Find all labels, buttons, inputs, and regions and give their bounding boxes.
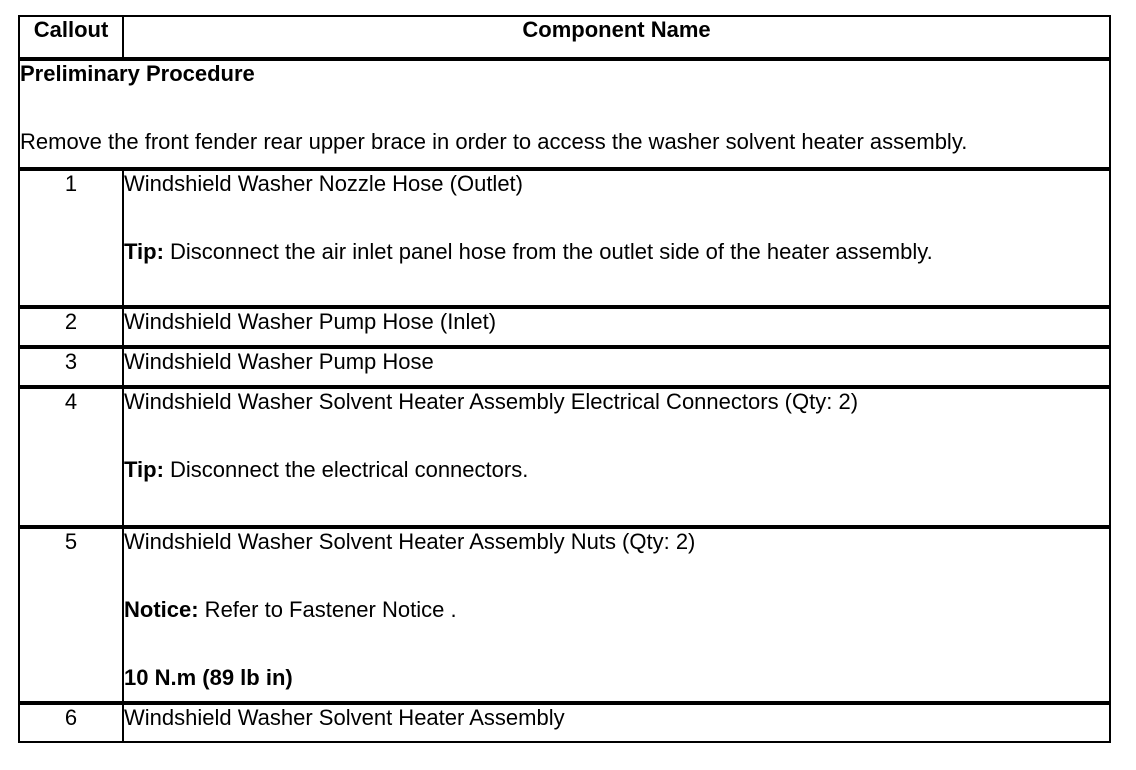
table-row (20, 527, 1109, 703)
notice-label: Notice: (124, 597, 199, 622)
component-name: Windshield Washer Pump Hose (124, 347, 1109, 387)
torque-spec: 10 N.m (89 lb in) (124, 665, 293, 690)
callout-number: 6 (20, 703, 124, 741)
tip-text: Disconnect the electrical connectors. (163, 457, 529, 482)
tip-text: Disconnect the air inlet panel hose from the outlet side of the heater assembly. (163, 239, 933, 264)
table-row (20, 347, 1109, 387)
tip-note (124, 457, 1109, 483)
preliminary-cell (20, 59, 1109, 169)
callout-number: 1 (20, 169, 124, 307)
component-name: Windshield Washer Solvent Heater Assembly (124, 703, 1109, 741)
component-name: Windshield Washer Solvent Heater Assembly Nuts (Qty: 2) (124, 529, 696, 554)
component-name: Windshield Washer Nozzle Hose (Outlet) (124, 171, 523, 196)
component-cell (124, 169, 1109, 307)
tip-label: Tip: (124, 239, 164, 264)
table-row (20, 169, 1109, 307)
component-name: Windshield Washer Pump Hose (Inlet) (124, 307, 1109, 347)
table-row (20, 703, 1109, 741)
header-row (20, 17, 1109, 59)
procedure-table (18, 15, 1111, 743)
preliminary-text: Remove the front fender rear upper brace in order to access the washer solvent heater assembly. (20, 129, 968, 154)
component-name: Windshield Washer Solvent Heater Assembly Electrical Connectors (Qty: 2) (124, 389, 859, 414)
callout-number: 2 (20, 307, 124, 347)
preliminary-row (20, 59, 1109, 169)
component-cell (124, 527, 1109, 703)
preliminary-title: Preliminary Procedure (20, 61, 255, 86)
table-row (20, 307, 1109, 347)
callout-number: 5 (20, 527, 124, 703)
tip-label: Tip: (124, 457, 164, 482)
callout-number: 4 (20, 387, 124, 527)
callout-number: 3 (20, 347, 124, 387)
notice-note (124, 597, 1109, 623)
component-name-column-header: Component Name (124, 17, 1109, 59)
component-cell (124, 387, 1109, 527)
callout-column-header: Callout (20, 17, 124, 59)
tip-note (124, 239, 1109, 265)
notice-text: Refer to Fastener Notice . (198, 597, 457, 622)
table-row (20, 387, 1109, 527)
